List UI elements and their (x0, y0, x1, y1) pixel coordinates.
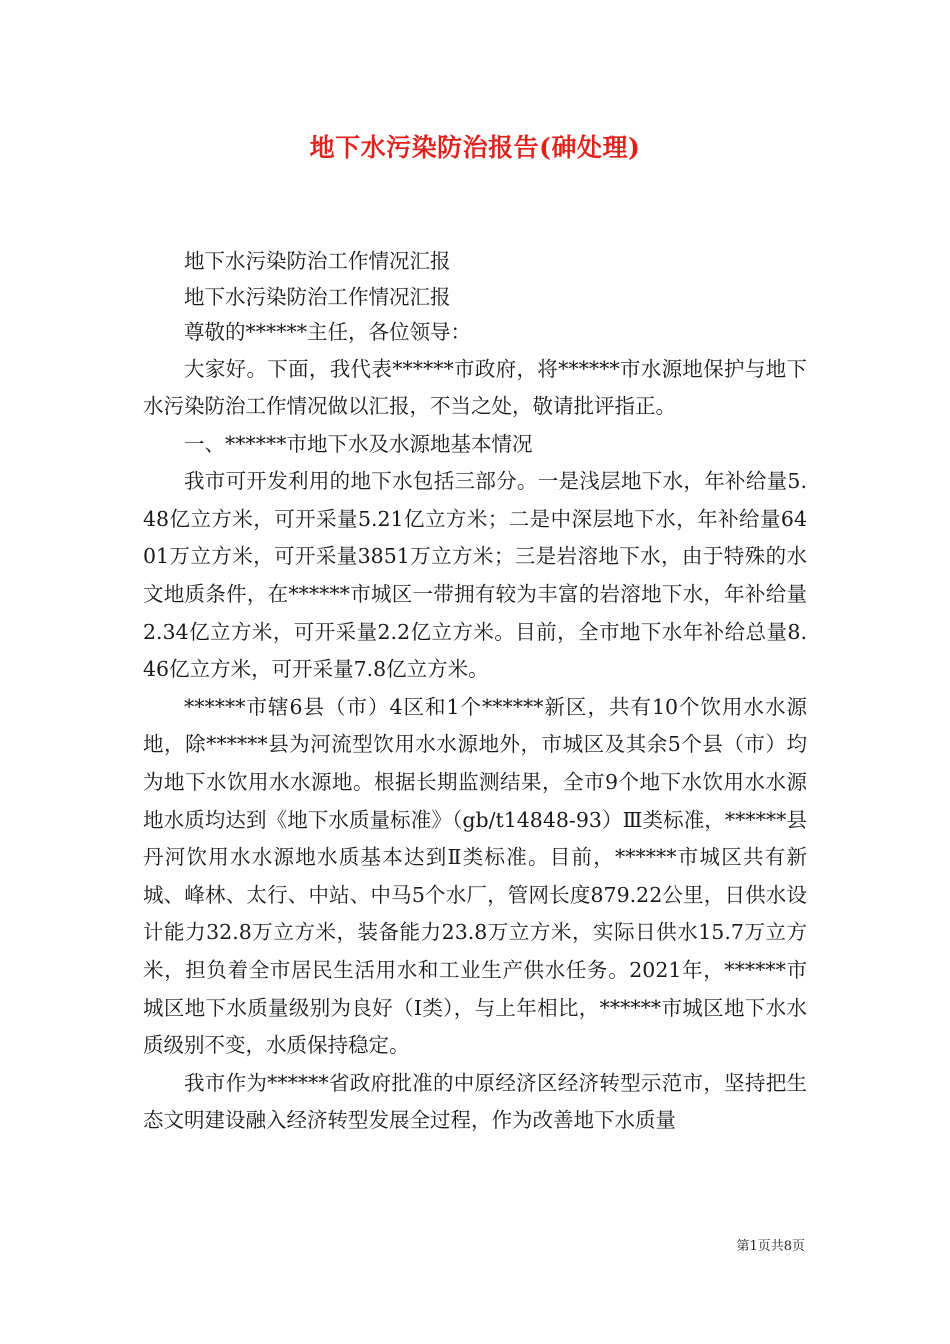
section-heading-1: 一、******市地下水及水源地基本情况 (184, 431, 533, 456)
paragraph-heading-2: 地下水污染防治工作情况汇报 (184, 284, 451, 309)
page-number: 第1页共8页 (736, 1239, 805, 1254)
document-body (143, 244, 807, 1140)
paragraph-opening: 大家好。下面，我代表******市政府，将******市水源地保护与地下水污染防治工作情况做以汇报，不当之处，敬请批评指正。 (143, 356, 807, 419)
paragraph-heading-1: 地下水污染防治工作情况汇报 (184, 249, 451, 273)
paragraph-transformation: 我市作为******省政府批准的中原经济区经济转型示范市，坚持把生态文明建设融入经济转型发展全过程，作为改善地下水质量 (143, 1070, 807, 1133)
paragraph-salutation: 尊敬的******主任，各位领导： (184, 320, 471, 344)
paragraph-groundwater-resources: 我市可开发利用的地下水包括三部分。一是浅层地下水，年补给量5.48亿立方米，可开采量5.21亿立方米；二是中深层地下水，年补给量6401万立方米，可开采量3851万立方米；三是岩溶地下水，由于特殊的水文地质条件，在******市城区一带拥有较为丰富的岩溶地下水，年补给量2.34亿立方米，可开采量2.2亿立方米。目前，全市地下水年补给总量8.46亿立方米，可开采量7.8亿立方米。 (143, 469, 807, 682)
paragraph-water-sources: ******市辖6县（市）4区和1个******新区，共有10个饮用水水源地，除******县为河流型饮用水水源地外，市城区及其余5个县（市）均为地下水饮用水水源地。根据长期监测结果，全市9个地下水饮用水水源地水质均达到《地下水质量标准》（gb/t14848-93）Ⅲ类标准，******县丹河饮用水水源地水质基本达到Ⅱ类标准。目前，******市城区共有新城、峰林、太行、中站、中马5个水厂，管网长度879.22公里，日供水设计能力32.8万立方米，装备能力23.8万立方米，实际日供水15.7万立方米，担负着全市居民生活用水和工业生产供水任务。2021年，******市城区地下水质量级别为良好（Ⅰ类），与上年相比，******市城区地下水水质级别不变，水质保持稳定。 (143, 694, 807, 1058)
page-title: 地下水污染防治报告(砷处理) (309, 133, 641, 162)
